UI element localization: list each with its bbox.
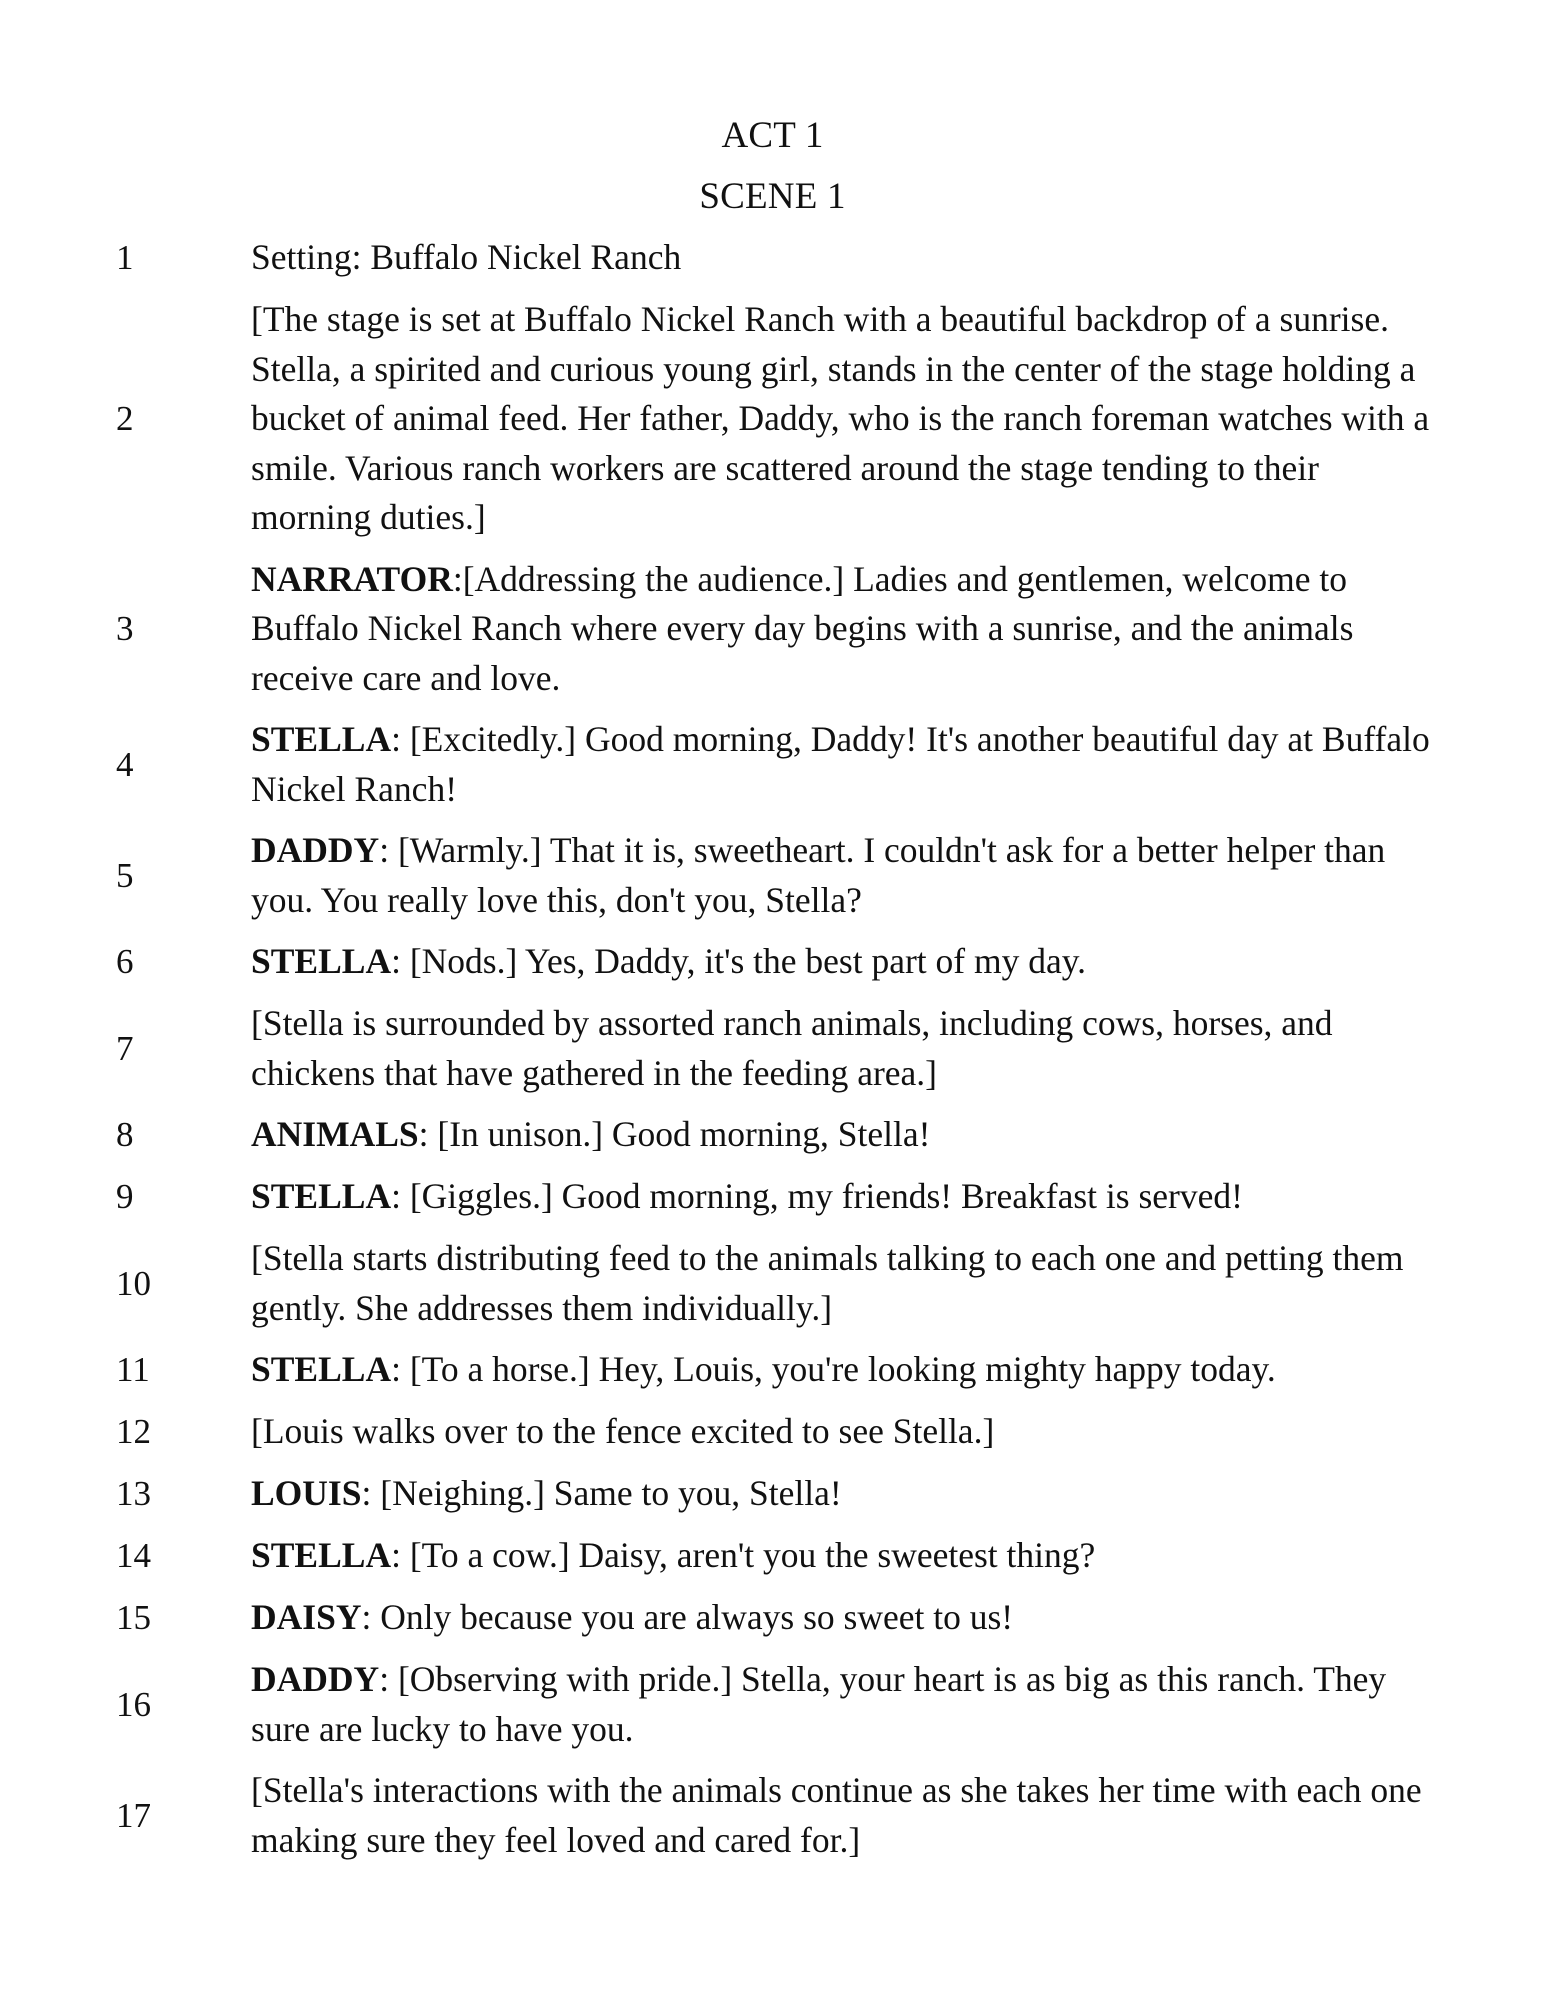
line-text — [251, 715, 1431, 814]
line-number: 10 — [116, 1263, 151, 1303]
speaker-name: LOUIS — [251, 1473, 362, 1514]
line-text — [251, 1234, 1431, 1333]
script-line — [0, 1172, 1545, 1222]
script-line — [0, 1345, 1545, 1395]
line-content: [Neighing.] Same to you, Stella! — [380, 1473, 842, 1514]
line-content: [Stella starts distributing feed to the animals talking to each one and petting them gently. She addresses them individually.] — [251, 1238, 1404, 1328]
line-content: Setting: Buffalo Nickel Ranch — [251, 237, 682, 278]
script-line — [0, 295, 1545, 543]
line-number: 9 — [116, 1177, 134, 1216]
script-lines — [0, 233, 1545, 1877]
line-content: [To a cow.] Daisy, aren't you the sweetest thing? — [409, 1535, 1096, 1576]
line-content: [The stage is set at Buffalo Nickel Ranch with a beautiful backdrop of a sunrise. Stella, a spirited and curious young girl, stands in the center of the stage holding a bucket of animal feed. Her father, Daddy, who is the ranch foreman watches with a smile. Various ranch workers are scattered around the stage tending to their morning duties.] — [251, 299, 1430, 537]
speaker-separator: : — [452, 558, 463, 599]
speaker-separator: : — [361, 1597, 381, 1638]
script-line — [0, 1407, 1545, 1457]
speaker-separator: : — [361, 1473, 381, 1514]
line-content: [Addressing the audience.] Ladies and gentlemen, welcome to Buffalo Nickel Ranch where every day begins with a sunrise, and the animals receive care and love. — [251, 558, 1354, 698]
script-line — [0, 1110, 1545, 1160]
line-number: 17 — [116, 1795, 151, 1835]
line-text — [251, 1172, 1431, 1222]
line-text — [251, 826, 1431, 925]
speaker-name: ANIMALS — [251, 1114, 419, 1155]
speaker-name: NARRATOR — [251, 558, 453, 599]
script-line — [0, 233, 1545, 283]
line-text — [251, 1407, 1431, 1457]
speaker-separator: : — [391, 941, 410, 982]
line-content: [Stella's interactions with the animals continue as she takes her time with each one making sure they feel loved and cared for.] — [251, 1770, 1422, 1860]
line-content: Only because you are always so sweet to us! — [380, 1597, 1014, 1638]
line-number: 6 — [116, 942, 134, 981]
speaker-separator: : — [379, 1659, 398, 1699]
line-number: 5 — [116, 855, 134, 895]
line-number: 8 — [116, 1115, 134, 1154]
line-number: 12 — [116, 1412, 151, 1451]
line-number: 13 — [116, 1474, 151, 1513]
line-text — [251, 1766, 1431, 1865]
line-content: [Stella is surrounded by assorted ranch animals, including cows, horses, and chickens that have gathered in the feeding area.] — [251, 1003, 1333, 1093]
line-text — [251, 1593, 1431, 1643]
speaker-name: STELLA — [251, 1349, 392, 1390]
line-content: [Nods.] Yes, Daddy, it's the best part of my day. — [409, 941, 1087, 982]
line-content: [To a horse.] Hey, Louis, you're looking mighty happy today. — [409, 1349, 1276, 1390]
line-number: 16 — [116, 1684, 151, 1724]
line-text — [251, 295, 1431, 543]
line-text — [251, 1655, 1431, 1754]
scene-heading: SCENE 1 — [699, 176, 846, 217]
line-text — [251, 555, 1431, 704]
line-text — [251, 1469, 1431, 1519]
line-number: 11 — [116, 1350, 150, 1389]
line-text — [251, 233, 1431, 283]
line-text — [251, 1345, 1431, 1395]
speaker-separator: : — [391, 1349, 410, 1390]
line-content: [Giggles.] Good morning, my friends! Breakfast is served! — [409, 1176, 1243, 1217]
line-number: 7 — [116, 1028, 134, 1068]
act-heading: ACT 1 — [721, 115, 824, 156]
line-number: 15 — [116, 1598, 151, 1637]
line-content: [Warmly.] That it is, sweetheart. I couldn't ask for a better helper than you. You really love this, don't you, Stella? — [251, 830, 1386, 920]
line-content: [Observing with pride.] Stella, your heart is as big as this ranch. They sure are lucky to have you. — [251, 1659, 1387, 1749]
speaker-separator: : — [391, 1535, 410, 1576]
script-line — [0, 937, 1545, 987]
script-line — [0, 1234, 1545, 1333]
line-text — [251, 999, 1431, 1098]
line-text — [251, 1110, 1431, 1160]
speaker-name: STELLA — [251, 719, 392, 759]
script-line — [0, 1531, 1545, 1581]
speaker-name: DADDY — [251, 1659, 380, 1699]
script-line — [0, 1593, 1545, 1643]
line-content: [Excitedly.] Good morning, Daddy! It's another beautiful day at Buffalo Nickel Ranch! — [251, 719, 1430, 809]
speaker-name: DAISY — [251, 1597, 362, 1638]
script-line — [0, 1469, 1545, 1519]
line-content: [In unison.] Good morning, Stella! — [437, 1114, 931, 1155]
script-line — [0, 999, 1545, 1098]
speaker-separator: : — [391, 1176, 410, 1217]
speaker-name: DADDY — [251, 830, 380, 870]
line-text — [251, 1531, 1431, 1581]
line-number: 3 — [116, 608, 134, 648]
line-number: 14 — [116, 1536, 151, 1575]
script-line — [0, 555, 1545, 704]
speaker-name: STELLA — [251, 941, 392, 982]
line-content: [Louis walks over to the fence excited to see Stella.] — [251, 1411, 995, 1452]
line-number: 1 — [116, 238, 134, 277]
speaker-separator: : — [391, 719, 410, 759]
speaker-separator: : — [379, 830, 398, 870]
speaker-separator: : — [418, 1114, 438, 1155]
speaker-name: STELLA — [251, 1535, 392, 1576]
line-number: 2 — [116, 398, 134, 438]
script-line — [0, 826, 1545, 925]
script-line — [0, 715, 1545, 814]
line-number: 4 — [116, 744, 134, 784]
script-line — [0, 1655, 1545, 1754]
line-text — [251, 937, 1431, 987]
speaker-name: STELLA — [251, 1176, 392, 1217]
script-line — [0, 1766, 1545, 1865]
